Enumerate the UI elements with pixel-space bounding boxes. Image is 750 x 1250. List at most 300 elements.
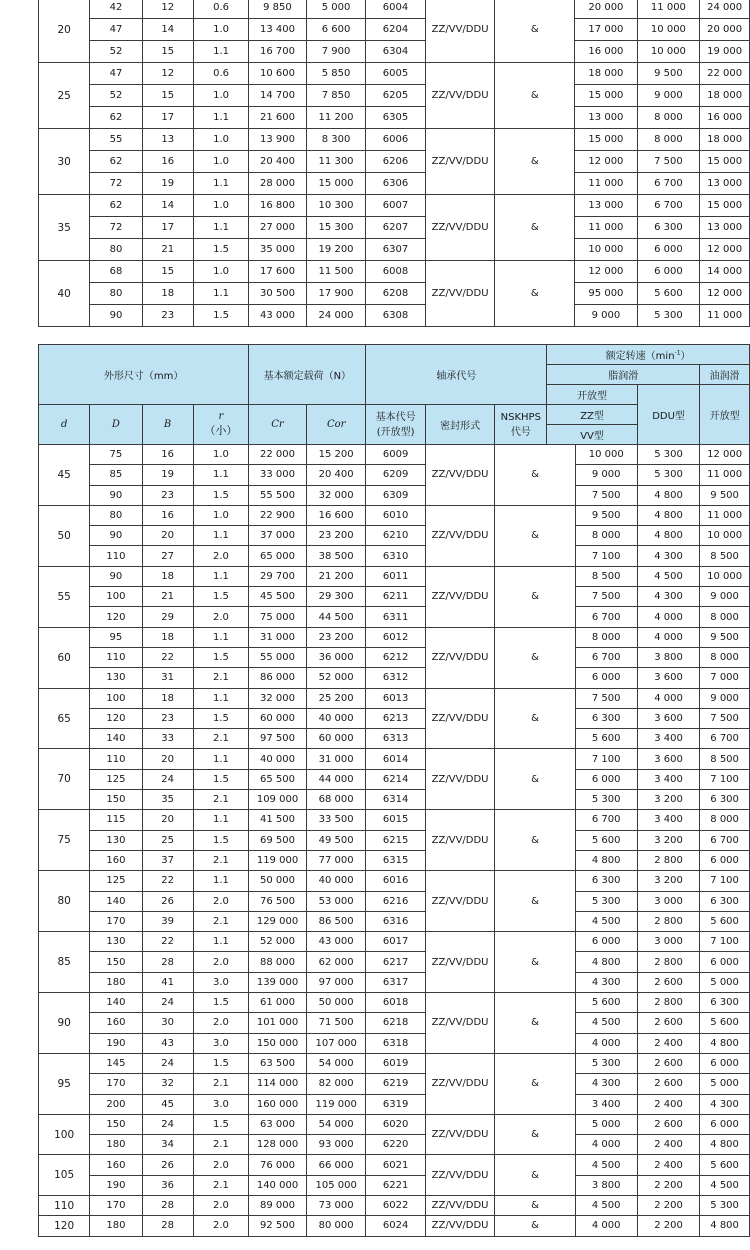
cell-speed-ddu: 10 000 [637, 19, 700, 41]
cell-Cor: 11 200 [306, 107, 366, 129]
cell-speed-zz: 95 000 [575, 283, 638, 305]
table-row [39, 871, 750, 891]
cell-Cr: 20 400 [249, 151, 307, 173]
cell-speed-zz: 7 500 [575, 485, 637, 505]
cell-r: 1.1 [193, 749, 249, 769]
cell-r: 0.6 [193, 0, 248, 19]
cell-speed-ddu: 3 200 [637, 871, 699, 891]
cell-B: 17 [142, 107, 193, 129]
cell-basic-code: 6016 [366, 871, 425, 891]
table-header [39, 345, 750, 445]
cell-speed-ddu: 2 800 [637, 993, 699, 1013]
cell-nskhps: & [495, 445, 575, 506]
table-row [39, 668, 750, 688]
table-row [39, 129, 750, 151]
cell-Cr: 88 000 [249, 952, 307, 972]
cell-D: 120 [90, 607, 142, 627]
cell-Cr: 30 500 [249, 283, 307, 305]
cell-D: 68 [90, 261, 142, 283]
cell-D: 160 [90, 850, 142, 870]
cell-speed-ddu: 3 400 [637, 810, 699, 830]
cell-B: 37 [142, 850, 193, 870]
cell-seal-form: ZZ/VV/DDU [425, 1195, 495, 1215]
header-oil-open-type: 开放型 [700, 385, 750, 445]
table-row [39, 790, 750, 810]
table-row [39, 85, 750, 107]
cell-speed-zz: 11 000 [575, 173, 638, 195]
cell-speed-zz: 10 000 [575, 239, 638, 261]
table-row [39, 505, 750, 525]
cell-speed-zz: 4 500 [575, 1013, 637, 1033]
cell-speed-zz: 6 000 [575, 668, 637, 688]
cell-basic-code: 6306 [366, 173, 425, 195]
cell-speed-zz: 18 000 [575, 63, 638, 85]
cell-speed-ddu: 2 200 [637, 1195, 699, 1215]
cell-seal-form: ZZ/VV/DDU [425, 1155, 495, 1196]
cell-speed-zz: 10 000 [575, 445, 637, 465]
cell-speed-oil: 6 000 [700, 1114, 750, 1134]
cell-r: 1.0 [193, 129, 248, 151]
cell-d: 65 [39, 688, 90, 749]
table-row [39, 566, 750, 586]
cell-Cor: 93 000 [306, 1135, 366, 1155]
cell-r: 2.1 [193, 1135, 249, 1155]
cell-D: 200 [90, 1094, 142, 1114]
cell-Cor: 80 000 [306, 1216, 366, 1236]
cell-Cr: 55 500 [249, 485, 307, 505]
cell-speed-ddu: 4 800 [637, 485, 699, 505]
cell-basic-code: 6015 [366, 810, 425, 830]
cell-basic-code: 6316 [366, 911, 425, 931]
cell-B: 17 [142, 217, 193, 239]
cell-Cor: 40 000 [306, 871, 366, 891]
cell-D: 125 [90, 769, 142, 789]
cell-speed-zz: 6 000 [575, 932, 637, 952]
table-row [39, 19, 750, 41]
cell-speed-ddu: 2 600 [637, 1053, 699, 1073]
cell-basic-code: 6317 [366, 972, 425, 992]
cell-d: 85 [39, 932, 90, 993]
cell-Cr: 60 000 [249, 708, 307, 728]
cell-speed-zz: 7 500 [575, 587, 637, 607]
table-row [39, 239, 750, 261]
cell-speed-oil: 7 500 [700, 708, 750, 728]
cell-speed-oil: 8 000 [700, 810, 750, 830]
cell-speed-oil: 16 000 [700, 107, 750, 129]
cell-r: 2.0 [193, 952, 249, 972]
cell-speed-zz: 4 300 [575, 1074, 637, 1094]
cell-B: 39 [142, 911, 193, 931]
cell-Cr: 35 000 [249, 239, 307, 261]
cell-Cr: 10 600 [249, 63, 307, 85]
cell-Cor: 62 000 [306, 952, 366, 972]
cell-speed-oil: 6 300 [700, 790, 750, 810]
cell-speed-oil: 8 000 [700, 647, 750, 667]
cell-Cr: 37 000 [249, 526, 307, 546]
cell-r: 1.1 [193, 932, 249, 952]
cell-basic-code: 6008 [366, 261, 425, 283]
cell-Cor: 97 000 [306, 972, 366, 992]
cell-speed-zz: 4 000 [575, 1216, 637, 1236]
cell-basic-code: 6012 [366, 627, 425, 647]
cell-speed-ddu: 5 600 [637, 283, 700, 305]
cell-B: 15 [142, 261, 193, 283]
cell-speed-oil: 24 000 [700, 0, 750, 19]
header-vv-type: VV型 [547, 425, 638, 445]
cell-Cr: 119 000 [249, 850, 307, 870]
basic-code-note: (开放型) [376, 426, 415, 438]
cell-speed-oil: 7 100 [700, 932, 750, 952]
cell-seal-form: ZZ/VV/DDU [425, 445, 495, 506]
cell-Cr: 89 000 [249, 1195, 307, 1215]
cell-Cor: 32 000 [306, 485, 366, 505]
cell-B: 21 [142, 239, 193, 261]
cell-Cor: 5 000 [306, 0, 366, 19]
cell-speed-oil: 4 800 [700, 1216, 750, 1236]
cell-Cor: 82 000 [306, 1074, 366, 1094]
cell-r: 2.0 [193, 607, 249, 627]
cell-B: 16 [142, 505, 193, 525]
cell-Cr: 41 500 [249, 810, 307, 830]
header-oil: 油润滑 [700, 365, 750, 385]
cell-speed-zz: 7 100 [575, 749, 637, 769]
cell-speed-zz: 3 800 [575, 1175, 637, 1195]
cell-speed-zz: 12 000 [575, 151, 638, 173]
cell-B: 23 [142, 305, 193, 327]
cell-D: 90 [90, 526, 142, 546]
cell-speed-ddu: 2 800 [637, 850, 699, 870]
cell-D: 72 [90, 173, 142, 195]
cell-speed-zz: 6 700 [575, 607, 637, 627]
table-row [39, 526, 750, 546]
header-ddu-type: DDU型 [637, 385, 699, 445]
cell-Cr: 31 000 [249, 627, 307, 647]
cell-seal-form: ZZ/VV/DDU [425, 1053, 495, 1114]
cell-seal-form: ZZ/VV/DDU [425, 993, 495, 1054]
cell-speed-zz: 13 000 [575, 107, 638, 129]
cell-speed-oil: 7 000 [700, 668, 750, 688]
cell-basic-code: 6313 [366, 729, 425, 749]
cell-basic-code: 6305 [366, 107, 425, 129]
cell-Cr: 21 600 [249, 107, 307, 129]
cell-speed-oil: 10 000 [700, 566, 750, 586]
cell-speed-ddu: 2 600 [637, 972, 699, 992]
cell-r: 1.0 [193, 261, 248, 283]
cell-Cr: 63 000 [249, 1114, 307, 1134]
table1-body [39, 0, 750, 327]
cell-nskhps: & [495, 566, 575, 627]
cell-Cor: 36 000 [306, 647, 366, 667]
cell-Cr: 114 000 [249, 1074, 307, 1094]
cell-Cr: 75 000 [249, 607, 307, 627]
cell-B: 27 [142, 546, 193, 566]
cell-B: 28 [142, 952, 193, 972]
cell-Cor: 60 000 [306, 729, 366, 749]
table-row [39, 708, 750, 728]
cell-D: 75 [90, 445, 142, 465]
cell-Cor: 107 000 [306, 1033, 366, 1053]
col-r-symbol: r [218, 411, 224, 422]
cell-speed-zz: 5 300 [575, 1053, 637, 1073]
cell-Cr: 16 800 [249, 195, 307, 217]
cell-r: 1.1 [193, 41, 248, 63]
cell-speed-oil: 5 600 [700, 1013, 750, 1033]
cell-basic-code: 6206 [366, 151, 425, 173]
cell-r: 1.5 [193, 830, 249, 850]
cell-basic-code: 6304 [366, 41, 425, 63]
cell-speed-zz: 4 000 [575, 1033, 637, 1053]
table-row [39, 749, 750, 769]
cell-d: 30 [39, 129, 90, 195]
table-row [39, 1135, 750, 1155]
cell-B: 19 [142, 173, 193, 195]
cell-B: 23 [142, 485, 193, 505]
cell-seal-form: ZZ/VV/DDU [425, 1114, 495, 1155]
cell-B: 24 [142, 1053, 193, 1073]
cell-D: 42 [90, 0, 142, 19]
cell-basic-code: 6217 [366, 952, 425, 972]
cell-Cr: 9 850 [249, 0, 307, 19]
cell-basic-code: 6205 [366, 85, 425, 107]
table-row [39, 305, 750, 327]
cell-basic-code: 6215 [366, 830, 425, 850]
cell-speed-oil: 15 000 [700, 151, 750, 173]
cell-basic-code: 6024 [366, 1216, 425, 1236]
table-row [39, 1195, 750, 1215]
cell-D: 125 [90, 871, 142, 891]
cell-B: 24 [142, 1114, 193, 1134]
cell-nskhps: & [495, 129, 575, 195]
cell-nskhps: & [495, 871, 575, 932]
cell-r: 2.1 [193, 1074, 249, 1094]
cell-r: 1.1 [193, 465, 249, 485]
cell-D: 150 [90, 1114, 142, 1134]
cell-speed-oil: 5 000 [700, 1074, 750, 1094]
cell-speed-oil: 12 000 [700, 445, 750, 465]
cell-Cor: 11 300 [306, 151, 366, 173]
cell-nskhps: & [495, 0, 575, 63]
cell-nskhps: & [495, 195, 575, 261]
cell-D: 110 [90, 647, 142, 667]
rated-speed-exponent: -1 [674, 349, 681, 357]
cell-r: 1.1 [193, 107, 248, 129]
cell-D: 47 [90, 63, 142, 85]
cell-Cr: 128 000 [249, 1135, 307, 1155]
cell-speed-ddu: 4 000 [637, 688, 699, 708]
table-row [39, 485, 750, 505]
table-row [39, 993, 750, 1013]
cell-speed-ddu: 5 300 [637, 445, 699, 465]
cell-B: 12 [142, 0, 193, 19]
cell-speed-oil: 19 000 [700, 41, 750, 63]
cell-B: 21 [142, 587, 193, 607]
cell-speed-zz: 4 300 [575, 972, 637, 992]
cell-r: 2.1 [193, 850, 249, 870]
cell-r: 2.0 [193, 1195, 249, 1215]
table-row [39, 0, 750, 19]
cell-basic-code: 6006 [366, 129, 425, 151]
cell-r: 2.1 [193, 668, 249, 688]
cell-speed-oil: 13 000 [700, 217, 750, 239]
cell-speed-ddu: 2 400 [637, 1155, 699, 1175]
cell-Cor: 119 000 [306, 1094, 366, 1114]
cell-speed-ddu: 2 600 [637, 1114, 699, 1134]
cell-B: 23 [142, 708, 193, 728]
cell-Cor: 105 000 [306, 1175, 366, 1195]
cell-speed-oil: 6 700 [700, 729, 750, 749]
cell-r: 1.1 [193, 173, 248, 195]
cell-speed-zz: 5 600 [575, 993, 637, 1013]
cell-Cor: 16 600 [306, 505, 366, 525]
cell-speed-oil: 8 000 [700, 607, 750, 627]
cell-basic-code: 6020 [366, 1114, 425, 1134]
cell-d: 60 [39, 627, 90, 688]
cell-seal-form: ZZ/VV/DDU [425, 0, 495, 63]
cell-r: 1.5 [193, 587, 249, 607]
rated-speed-text: 额定转速（min [605, 351, 675, 362]
cell-Cr: 109 000 [249, 790, 307, 810]
table-row [39, 151, 750, 173]
cell-Cor: 8 300 [306, 129, 366, 151]
cell-speed-ddu: 4 300 [637, 587, 699, 607]
cell-speed-oil: 9 500 [700, 485, 750, 505]
cell-B: 15 [142, 41, 193, 63]
table-row [39, 1094, 750, 1114]
cell-nskhps: & [495, 505, 575, 566]
cell-basic-code: 6220 [366, 1135, 425, 1155]
table-row [39, 1155, 750, 1175]
bearing-table-continued [38, 0, 750, 327]
cell-speed-oil: 13 000 [700, 173, 750, 195]
table-row [39, 546, 750, 566]
cell-Cor: 29 300 [306, 587, 366, 607]
cell-speed-oil: 9 500 [700, 627, 750, 647]
cell-Cor: 17 900 [306, 283, 366, 305]
table-row [39, 688, 750, 708]
cell-speed-ddu: 4 300 [637, 546, 699, 566]
cell-Cr: 97 500 [249, 729, 307, 749]
cell-speed-ddu: 2 400 [637, 1094, 699, 1114]
cell-Cr: 139 000 [249, 972, 307, 992]
cell-r: 1.5 [193, 485, 249, 505]
table-row [39, 627, 750, 647]
cell-B: 28 [142, 1216, 193, 1236]
header-col-B: B [142, 405, 193, 445]
cell-speed-oil: 12 000 [700, 283, 750, 305]
cell-speed-oil: 6 000 [700, 1053, 750, 1073]
cell-nskhps: & [495, 1114, 575, 1155]
cell-speed-ddu: 2 800 [637, 911, 699, 931]
cell-D: 180 [90, 1135, 142, 1155]
cell-D: 90 [90, 485, 142, 505]
cell-nskhps: & [495, 261, 575, 327]
cell-speed-ddu: 2 400 [637, 1135, 699, 1155]
cell-B: 13 [142, 129, 193, 151]
cell-B: 12 [142, 63, 193, 85]
cell-D: 115 [90, 810, 142, 830]
cell-nskhps: & [495, 1216, 575, 1236]
cell-speed-zz: 17 000 [575, 19, 638, 41]
cell-speed-oil: 5 600 [700, 1155, 750, 1175]
cell-d: 120 [39, 1216, 90, 1236]
cell-D: 150 [90, 790, 142, 810]
cell-basic-code: 6314 [366, 790, 425, 810]
cell-Cr: 76 000 [249, 1155, 307, 1175]
table-row [39, 1114, 750, 1134]
cell-speed-ddu: 3 200 [637, 830, 699, 850]
cell-seal-form: ZZ/VV/DDU [425, 261, 495, 327]
table-row [39, 1053, 750, 1073]
cell-Cr: 40 000 [249, 749, 307, 769]
cell-Cr: 17 600 [249, 261, 307, 283]
cell-r: 1.5 [193, 647, 249, 667]
cell-r: 2.1 [193, 1175, 249, 1195]
cell-Cr: 50 000 [249, 871, 307, 891]
cell-speed-oil: 12 000 [700, 239, 750, 261]
table-row [39, 911, 750, 931]
cell-speed-zz: 4 500 [575, 1155, 637, 1175]
header-rated-speed [547, 345, 750, 365]
cell-r: 1.5 [193, 1114, 249, 1134]
cell-speed-oil: 15 000 [700, 195, 750, 217]
cell-speed-oil: 11 000 [700, 505, 750, 525]
cell-basic-code: 6213 [366, 708, 425, 728]
cell-speed-oil: 4 300 [700, 1094, 750, 1114]
cell-D: 62 [90, 107, 142, 129]
cell-nskhps: & [495, 1195, 575, 1215]
cell-d: 40 [39, 261, 90, 327]
cell-D: 190 [90, 1033, 142, 1053]
cell-speed-oil: 14 000 [700, 261, 750, 283]
cell-d: 70 [39, 749, 90, 810]
table-row [39, 465, 750, 485]
cell-B: 33 [142, 729, 193, 749]
cell-B: 34 [142, 1135, 193, 1155]
cell-speed-ddu: 3 600 [637, 668, 699, 688]
cell-Cor: 23 200 [306, 526, 366, 546]
cell-Cor: 49 500 [306, 830, 366, 850]
table-row [39, 107, 750, 129]
cell-r: 1.5 [193, 1053, 249, 1073]
cell-D: 140 [90, 729, 142, 749]
cell-Cr: 22 900 [249, 505, 307, 525]
cell-d: 95 [39, 1053, 90, 1114]
cell-speed-ddu: 6 000 [637, 261, 700, 283]
cell-B: 28 [142, 1195, 193, 1215]
cell-basic-code: 6216 [366, 891, 425, 911]
cell-Cor: 68 000 [306, 790, 366, 810]
cell-Cr: 63 500 [249, 1053, 307, 1073]
cell-r: 1.5 [193, 769, 249, 789]
cell-Cor: 31 000 [306, 749, 366, 769]
cell-B: 29 [142, 607, 193, 627]
cell-speed-ddu: 2 800 [637, 952, 699, 972]
cell-speed-zz: 6 700 [575, 647, 637, 667]
table-row [39, 1074, 750, 1094]
cell-B: 45 [142, 1094, 193, 1114]
cell-B: 26 [142, 1155, 193, 1175]
cell-D: 90 [90, 305, 142, 327]
cell-speed-oil: 4 800 [700, 1033, 750, 1053]
cell-D: 140 [90, 891, 142, 911]
cell-speed-ddu: 2 400 [637, 1033, 699, 1053]
cell-r: 2.0 [193, 1216, 249, 1236]
header-zz-type: ZZ型 [547, 405, 638, 425]
cell-speed-zz: 3 400 [575, 1094, 637, 1114]
cell-speed-ddu: 6 700 [637, 195, 700, 217]
cell-seal-form: ZZ/VV/DDU [425, 627, 495, 688]
cell-speed-oil: 9 000 [700, 688, 750, 708]
